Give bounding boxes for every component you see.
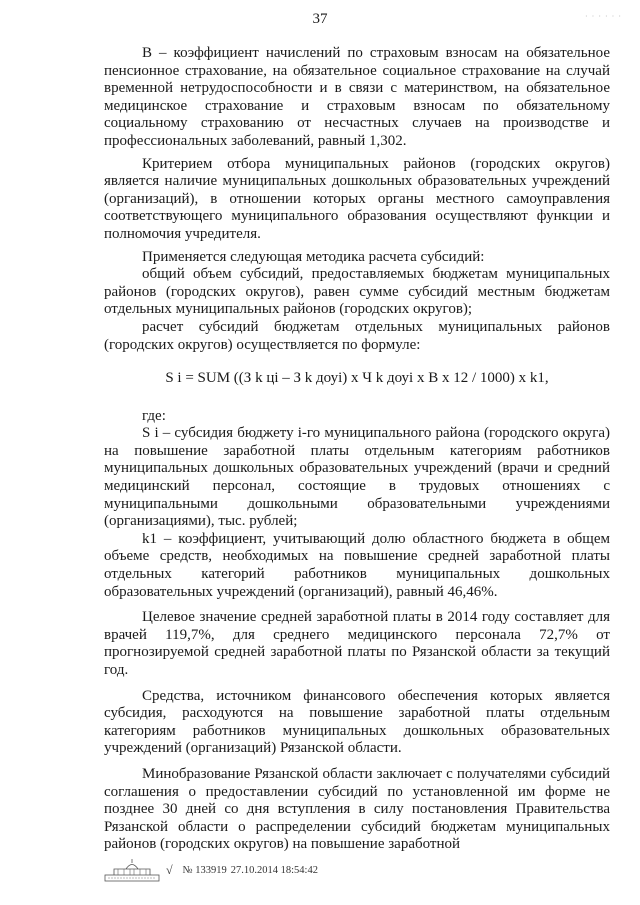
paragraph-agreements: Минобразование Рязанской области заключает с получателями субсидий соглашения о предоставлении субсидий по установленной им форме не позднее 30 дней со дня вступления в силу постановления Правительства Рязанской области о распределении субсидий бюджетам муниципальных районов (городских округов) на повышение заработной [104, 765, 610, 853]
paragraph-coefficient-b: B – коэффициент начислений по страховым взносам на обязательное пенсионное страхование, на обязательное социальное страхование на случай временной нетрудоспособности и в связи с материнством, на обязательное медицинское страхование и страховым взносам по обязательному социальному страхованию от несчастных случаев на производстве и профессиональных заболеваний, равный 1,302. [104, 45, 610, 149]
document-number: № 133919 [182, 864, 227, 876]
where-label: где: [142, 407, 166, 424]
paragraph-target-salary: Целевое значение средней заработной платы в 2014 году составляет для врачей 119,7%, для среднего медицинского персонала 72,7% от прогнозируемой средней заработной платы по Рязанской области за текущий год. [104, 609, 610, 678]
check-mark-icon: √ [166, 862, 173, 877]
document-body [104, 45, 610, 854]
government-building-stamp-icon [104, 858, 160, 882]
definition-si: S i – субсидия бюджету i-го муниципального района (городского округа) на повышение заработной платы отдельным категориям работников муниципальных дошкольных образовательных учреждений (врачи и средний медицинский персонал, состоящие в трудовых отношениях с муниципальными дошкольными образовательными учреждениями (организациями), тыс. рублей; [104, 425, 610, 530]
footer [104, 858, 318, 882]
page-number: 37 [312, 11, 328, 27]
paragraph-selection-criterion: Критерием отбора муниципальных районов (городских округов) является наличие муниципальных дошкольных образовательных учреждений (организаций), в отношении которых органы местного самоуправления соответствующего муниципального образования осуществляют функции и полномочия учредителя. [104, 155, 610, 242]
paragraph-funds-usage: Средства, источником финансового обеспечения которых является субсидия, расходуются на повышение заработной платы отдельным категориям работников муниципальных дошкольных образовательных учреждений (организаций) Рязанской области. [104, 687, 610, 757]
document-timestamp: 27.10.2014 18:54:42 [230, 864, 318, 876]
subsidy-formula: S i = SUM ((З k цi – З k доуi) x Ч k доуi x B x 12 / 1000) x k1, [165, 370, 549, 387]
paragraph-total-volume: общий объем субсидий, предоставляемых бюджетам муниципальных районов (городских округов), равен сумме субсидий местным бюджетам отдельных муниципальных районов (городских округов); [104, 266, 610, 318]
paragraph-calculation: расчет субсидий бюджетам отдельных муниципальных районов (городских округов) осуществляется по формуле: [104, 318, 610, 353]
paragraph-method-intro: Применяется следующая методика расчета субсидий: [142, 248, 485, 265]
definition-k1: k1 – коэффициент, учитывающий долю областного бюджета в общем объеме средств, необходимых на повышение средней заработной платы отдельных категорий работников муниципальных дошкольных образовательных учреждений (организаций), равный 46,46%. [104, 530, 610, 600]
scan-marks: · · · · · · [585, 12, 622, 21]
